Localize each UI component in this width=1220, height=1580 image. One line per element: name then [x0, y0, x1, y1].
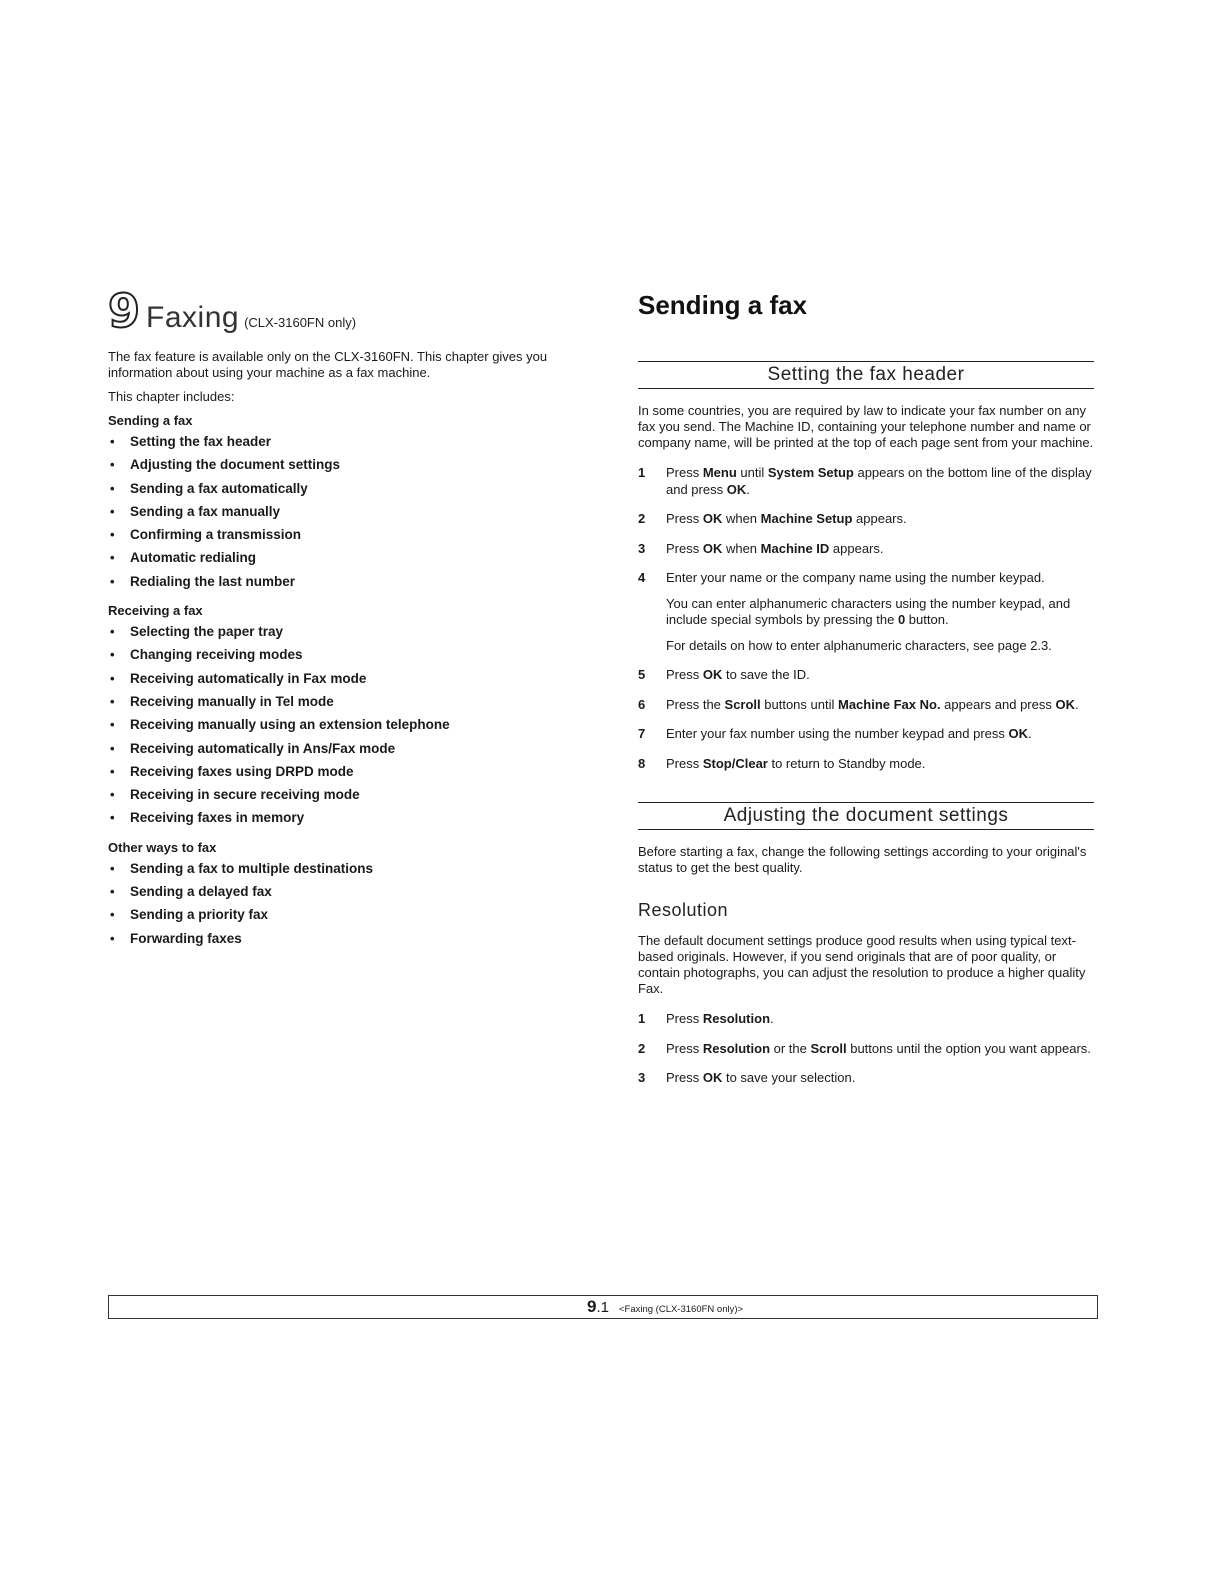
toc-list-receiving [108, 622, 568, 832]
group-heading-other: Other ways to fax [108, 839, 217, 855]
toc-item[interactable]: • Confirming a transmission [108, 525, 568, 548]
step-item [638, 1011, 1094, 1028]
step-item [638, 1041, 1094, 1058]
step-text: Press the [666, 696, 725, 712]
step-item [638, 756, 1094, 773]
step-text: . [746, 481, 750, 497]
step-text: until [736, 465, 768, 480]
step-number: 1 [638, 465, 646, 480]
toc-item[interactable]: • Receiving faxes in memory [108, 808, 568, 831]
step-item [638, 465, 1094, 498]
step-number: 7 [638, 726, 646, 741]
right-column [638, 288, 1094, 1100]
toc-item[interactable]: • Receiving manually using an extension telephone [108, 715, 568, 738]
step-text: appears. [852, 511, 907, 526]
key-name: OK [702, 667, 723, 682]
step-item [638, 667, 1094, 684]
menu-name: Machine Setup [760, 511, 853, 526]
step-number: 2 [638, 511, 646, 526]
toc-item[interactable]: • Setting the fax header [108, 432, 568, 455]
section-title: Sending a fax [638, 290, 808, 320]
page-number-minor: .1 [596, 1299, 609, 1316]
step-item [638, 697, 1094, 714]
subsection-title-doc-settings: Adjusting the document settings [638, 802, 1094, 830]
left-column [108, 284, 568, 952]
toc-item[interactable]: • Sending a fax manually [108, 502, 568, 525]
step-text: Press [666, 540, 703, 556]
key-name: OK [1055, 696, 1075, 712]
toc-list-sending [108, 432, 568, 595]
step-text: Press [666, 465, 703, 480]
step-item [638, 541, 1094, 558]
step-text: . [1074, 696, 1079, 712]
step-note: For details on how to enter alphanumeric characters, see page 2.3. [666, 637, 1052, 653]
step-text: button. [905, 612, 949, 627]
fax-header-intro: In some countries, you are required by law to indicate your fax number on any fax you send. The Machine ID, containing your telephone number and name or company name, will be printed at the top of each page sent from your machine. [638, 403, 1094, 450]
toc-item[interactable]: • Sending a priority fax [108, 905, 568, 928]
includes-label: This chapter includes: [108, 389, 235, 404]
step-number: 3 [638, 540, 646, 556]
key-name: Menu [702, 465, 737, 480]
chapter-heading [108, 284, 568, 338]
step-number: 4 [638, 570, 646, 585]
resolution-steps [638, 1011, 1094, 1087]
key-name: OK [702, 540, 723, 556]
step-text: Press [666, 511, 703, 526]
step-text: when [722, 511, 761, 526]
step-text: Press [666, 755, 703, 771]
step-item [638, 570, 1094, 654]
toc-item[interactable]: • Receiving faxes using DRPD mode [108, 762, 568, 785]
key-name: 0 [897, 612, 906, 627]
step-text: to return to Standby mode. [767, 755, 926, 771]
key-name: OK [726, 481, 747, 497]
group-heading-sending: Sending a fax [108, 413, 193, 428]
step-text: or the [770, 1040, 811, 1056]
toc-item[interactable]: • Sending a fax automatically [108, 479, 568, 502]
step-text: appears. [829, 540, 884, 556]
toc-item[interactable]: • Forwarding faxes [108, 929, 568, 952]
chapter-intro: The fax feature is available only on the CLX-3160FN. This chapter gives you information about using your machine as a fax machine. [108, 349, 548, 380]
toc-item[interactable]: • Redialing the last number [108, 572, 568, 595]
step-text: Press [666, 1070, 703, 1085]
footer-content [587, 1297, 743, 1317]
resolution-intro: The default document settings produce good results when using typical text-based originals. However, if you send originals that are of poor quality, or contain photographs, you can adjust the resolution to produce a higher quality Fax. [638, 933, 1086, 996]
menu-name: Machine Fax No. [837, 696, 941, 712]
step-number: 8 [638, 755, 646, 771]
step-text: buttons until the option you want appears. [846, 1040, 1091, 1056]
page-number-major: 9 [587, 1297, 597, 1316]
step-number: 3 [638, 1070, 646, 1085]
step-text: Enter your fax number using the number keypad and press [666, 726, 1009, 741]
key-name: OK [702, 511, 723, 526]
toc-list-other [108, 859, 568, 952]
step-text: Press [666, 1011, 703, 1026]
step-text: to save the ID. [722, 667, 810, 682]
key-name: OK [1008, 726, 1029, 741]
toc-item[interactable]: • Automatic redialing [108, 548, 568, 571]
toc-item[interactable]: • Sending a fax to multiple destinations [108, 859, 568, 882]
chapter-number: 9 [108, 284, 141, 338]
step-number: 6 [638, 696, 646, 712]
step-text: . [770, 1011, 774, 1026]
fax-header-steps [638, 465, 1094, 772]
step-text: to save your selection. [722, 1070, 856, 1085]
resolution-title: Resolution [638, 900, 729, 920]
toc-item[interactable]: • Receiving manually in Tel mode [108, 692, 568, 715]
key-name: Scroll [724, 696, 761, 712]
step-number: 1 [638, 1011, 646, 1026]
toc-item[interactable]: • Receiving automatically in Fax mode [108, 669, 568, 692]
step-note [666, 596, 1094, 629]
step-text: buttons until [760, 696, 838, 712]
step-number: 2 [638, 1040, 646, 1056]
page-number [587, 1297, 609, 1316]
step-text: when [722, 540, 761, 556]
step-text: Press [666, 667, 703, 682]
key-name: Resolution [702, 1011, 771, 1026]
toc-item[interactable]: • Changing receiving modes [108, 645, 568, 668]
toc-item[interactable]: • Receiving automatically in Ans/Fax mode [108, 739, 568, 762]
toc-item[interactable]: • Adjusting the document settings [108, 455, 568, 478]
key-name: Resolution [702, 1040, 771, 1056]
step-item [638, 1070, 1094, 1087]
group-heading-receiving: Receiving a fax [108, 603, 203, 619]
subsection-title-fax-header: Setting the fax header [638, 361, 1094, 389]
menu-name: System Setup [767, 465, 854, 480]
step-text: Press [666, 1040, 703, 1056]
footer-label: <Faxing (CLX-3160FN only)> [618, 1304, 744, 1315]
step-text: appears and press [940, 696, 1056, 712]
toc-item[interactable]: • Receiving in secure receiving mode [108, 785, 568, 808]
step-item [638, 726, 1094, 743]
toc-item[interactable]: • Sending a delayed fax [108, 882, 568, 905]
toc-item[interactable]: • Selecting the paper tray [108, 622, 568, 645]
key-name: Stop/Clear [702, 755, 768, 771]
step-item [638, 511, 1094, 528]
key-name: OK [702, 1070, 723, 1085]
step-text: You can enter alphanumeric characters using the number keypad, and include special symbols by pressing the [666, 595, 1071, 627]
step-text: Enter your name or the company name using the number keypad. [666, 570, 1045, 585]
menu-name: Machine ID [760, 540, 830, 556]
step-text: appears on the bottom line of the display and press [666, 465, 1092, 497]
step-number: 5 [638, 667, 646, 682]
doc-settings-intro: Before starting a fax, change the following settings according to your original's status to get the best quality. [638, 844, 1087, 875]
page-footer [108, 1295, 1098, 1319]
chapter-subtitle: (CLX-3160FN only) [244, 315, 357, 330]
chapter-title: Faxing [146, 301, 240, 334]
step-text: . [1028, 726, 1032, 741]
key-name: Scroll [810, 1040, 847, 1056]
